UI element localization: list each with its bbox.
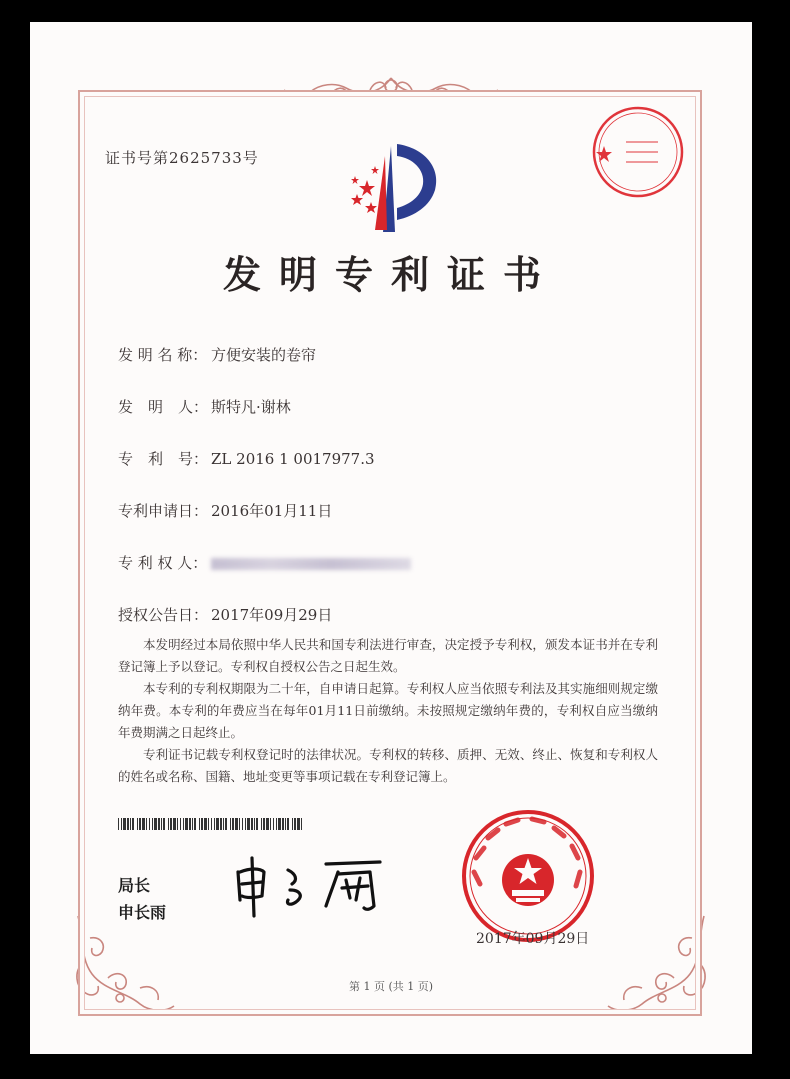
field-value: ZL 2016 1 0017977.3 [211, 450, 375, 468]
field-value: 方便安装的卷帘 [211, 346, 317, 364]
printing-seal-stamp [588, 102, 688, 202]
field-patent-number [118, 448, 375, 469]
field-grant-date [118, 604, 332, 625]
field-patentee [118, 552, 411, 573]
field-inventor [118, 396, 291, 417]
patent-office-emblem-icon [335, 140, 445, 240]
barcode [118, 818, 304, 830]
field-application-date [118, 500, 332, 521]
certificate-number: 证书号第2625733号 [105, 149, 259, 167]
document-title: 发明专利证书 [222, 252, 559, 297]
field-label: 发 明 名 称： [118, 346, 208, 364]
director-signature [230, 850, 400, 920]
body-paragraph: 专利证书记载专利权登记时的法律状况。专利权的转移、质押、无效、终止、恢复和专利权人的姓名或名称、国籍、地址变更等事项记载在专利登记簿上。 [118, 747, 658, 784]
director-title: 局长 [118, 876, 151, 895]
certificate-page [30, 22, 752, 1054]
field-label: 发 明 人： [118, 398, 209, 416]
issue-date: 2017年09月29日 [476, 931, 590, 947]
field-label: 专 利 号： [118, 450, 209, 468]
field-label: 专 利 权 人： [118, 554, 208, 572]
field-value: 2016年01月11日 [211, 502, 333, 520]
field-value: 斯特凡·谢林 [211, 398, 291, 416]
national-ip-office-seal [458, 806, 598, 946]
field-invention-name [118, 344, 316, 365]
body-paragraph: 本专利的专利权期限为二十年，自申请日起算。专利权人应当依照专利法及其实施细则规定缴纳年费。本专利的年费应当在每年01月11日前缴纳。未按照规定缴纳年费的，专利权自应当缴纳年费期满之日起终止。 [118, 681, 658, 740]
certificate-body [118, 634, 658, 788]
field-label: 专利申请日： [118, 502, 209, 520]
director-block [118, 872, 166, 926]
director-name: 申长雨 [118, 903, 167, 922]
page-number: 第 1 页 (共 1 页) [348, 980, 434, 993]
body-paragraph: 本发明经过本局依照中华人民共和国专利法进行审查，决定授予专利权，颁发本证书并在专利登记簿上予以登记。专利权自授权公告之日起生效。 [118, 637, 658, 674]
redacted-patentee [211, 558, 411, 570]
field-value: 2017年09月29日 [211, 606, 333, 624]
field-label: 授权公告日： [118, 606, 209, 624]
